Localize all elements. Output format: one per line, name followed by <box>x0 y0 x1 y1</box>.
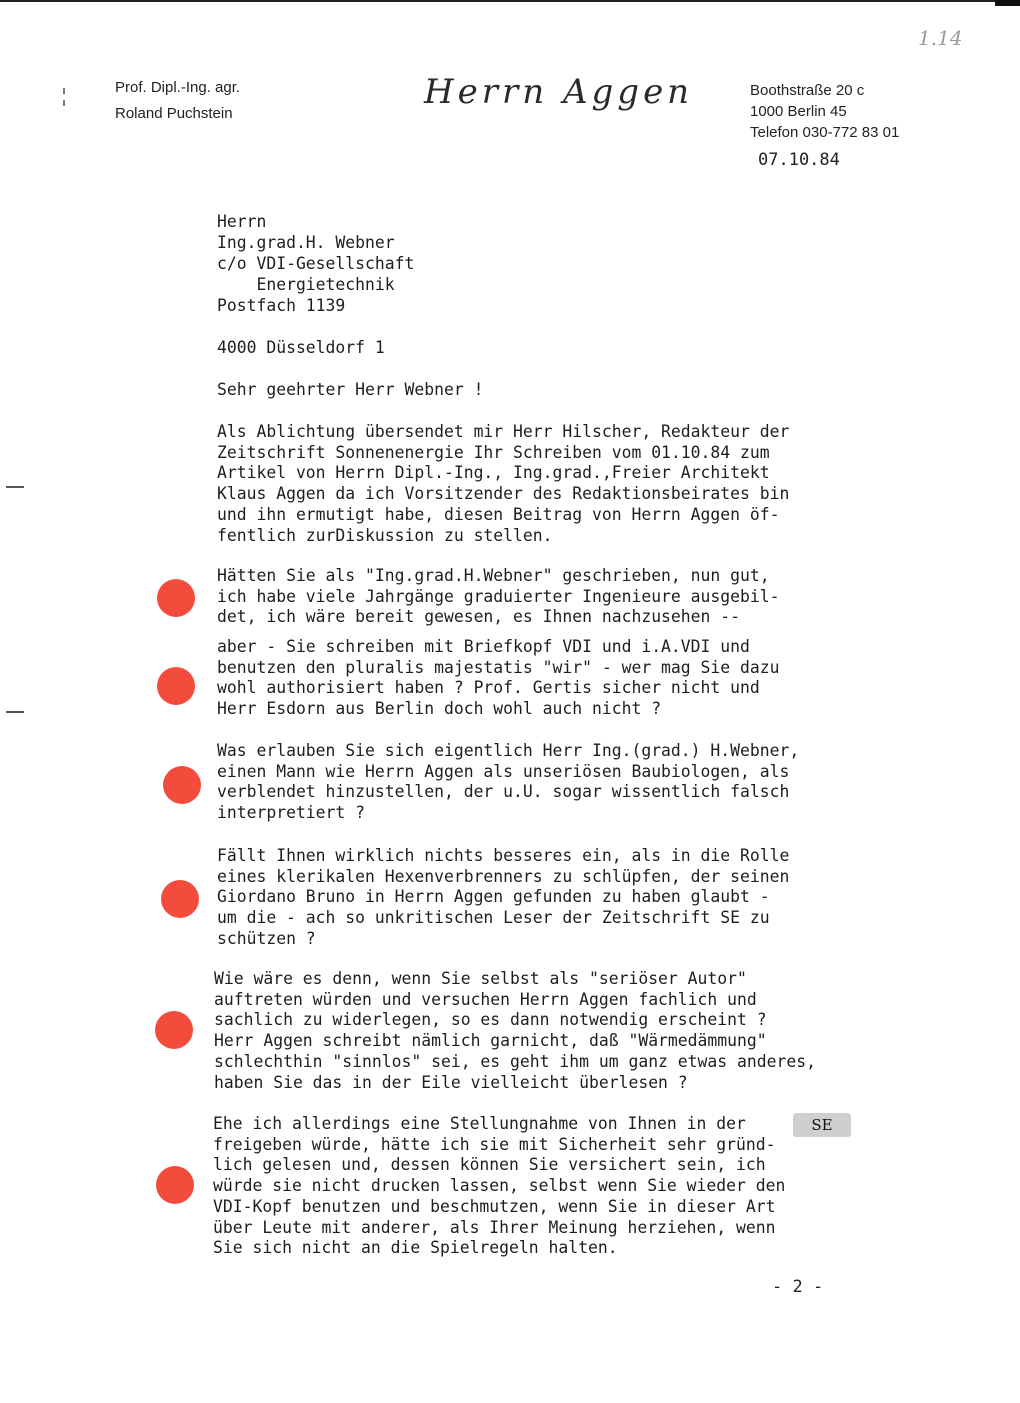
red-marker-dot <box>157 579 195 617</box>
recipient-line: c/o VDI-Gesellschaft <box>217 254 415 273</box>
sender-title: Prof. Dipl.-Ing. agr. <box>115 79 241 96</box>
margin-tick <box>63 88 65 94</box>
paragraph-3: aber - Sie schreiben mit Briefkopf VDI und i.A.VDI und benutzen den pluralis majestatis "wir" - wer mag Sie dazu wohl authorisiert haben ? Prof. Gertis sicher nicht und Herr Esdorn aus Berlin doch wohl auch nicht ? <box>217 637 780 719</box>
corner-page-mark: 1.14 <box>918 26 963 50</box>
red-marker-dot <box>157 667 195 705</box>
fold-mark <box>6 486 24 488</box>
sender-street: Boothstraße 20 c <box>750 82 865 99</box>
recipient-line: Energietechnik <box>217 275 395 294</box>
paragraph-2: Hätten Sie als "Ing.grad.H.Webner" geschrieben, nun gut, ich habe viele Jahrgänge graduierter Ingenieure ausgebil- det, ich wäre bereit gewesen, es Ihnen nachzusehen -- <box>217 566 780 627</box>
red-marker-dot <box>156 1166 194 1204</box>
paragraph-1: Als Ablichtung übersendet mir Herr Hilscher, Redakteur der Zeitschrift Sonnenenergie Ihr Schreiben vom 01.10.84 zum Artikel von Herrn Dipl.-Ing., Ing.grad.,Freier Architekt Klaus Aggen da ich Vorsitzender des Redaktionsbeirates bin und ihn ermutigt habe, diesen Beitrag von Herrn Aggen öf- fentlich zurDiskussion zu stellen. <box>217 422 790 545</box>
se-stamp: SE <box>793 1113 851 1137</box>
salutation: Sehr geehrter Herr Webner ! <box>217 380 484 399</box>
red-marker-dot <box>163 766 201 804</box>
handwritten-note: Herrn Aggen <box>424 72 694 112</box>
top-edge-line <box>0 0 1020 2</box>
paragraph-6: Wie wäre es denn, wenn Sie selbst als "seriöser Autor" auftreten würden und versuchen Herrn Aggen fachlich und sachlich zu widerlegen, so es dann notwendig erscheint ? Herr Aggen schreibt nämlich garnicht, daß "Wärmedämmung" schlechthin "sinnlos" sei, es geht ihm um ganz etwas anderes, haben Sie das in der Eile vielleicht überlesen ? <box>214 969 816 1092</box>
letter-date: 07.10.84 <box>758 150 840 170</box>
recipient-line: Postfach 1139 <box>217 296 346 315</box>
red-marker-dot <box>161 880 199 918</box>
red-marker-dot <box>155 1011 193 1049</box>
page-number: - 2 - <box>772 1277 824 1297</box>
sender-name: Roland Puchstein <box>115 105 233 122</box>
recipient-line: Herrn <box>217 212 267 231</box>
sender-phone: Telefon 030-772 83 01 <box>750 124 900 141</box>
paragraph-7: Ehe ich allerdings eine Stellungnahme von Ihnen in der freigeben würde, hätte ich sie mit Sicherheit sehr gründ- lich gelesen und, dessen können Sie versichert sein, ich würde sie nicht drucken lassen, selbst wenn Sie wieder den VDI-Kopf benutzen und beschmutzen, wenn Sie in dieser Art über Leute mit anderer, als Ihrer Meinung herziehen, wenn Sie sich nicht an die Spielregeln halten. <box>213 1114 786 1258</box>
top-edge-mark <box>995 0 1020 6</box>
paragraph-5: Fällt Ihnen wirklich nichts besseres ein, als in die Rolle eines klerikalen Hexenverbrenners zu schlüpfen, der seinen Giordano Bruno in Herrn Aggen gefunden zu haben glaubt - um die - ach so unkritischen Leser der Zeitschrift SE zu schützen ? <box>217 846 790 948</box>
recipient-line: Ing.grad.H. Webner <box>217 233 395 252</box>
fold-mark <box>6 711 24 713</box>
sender-city: 1000 Berlin 45 <box>750 103 847 120</box>
paragraph-4: Was erlauben Sie sich eigentlich Herr Ing.(grad.) H.Webner, einen Mann wie Herrn Aggen als unseriösen Baubiologen, als verblendet hinzustellen, der u.U. sogar wissentlich falsch interpretiert ? <box>217 741 800 823</box>
margin-tick <box>63 100 65 106</box>
recipient-city: 4000 Düsseldorf 1 <box>217 338 385 357</box>
